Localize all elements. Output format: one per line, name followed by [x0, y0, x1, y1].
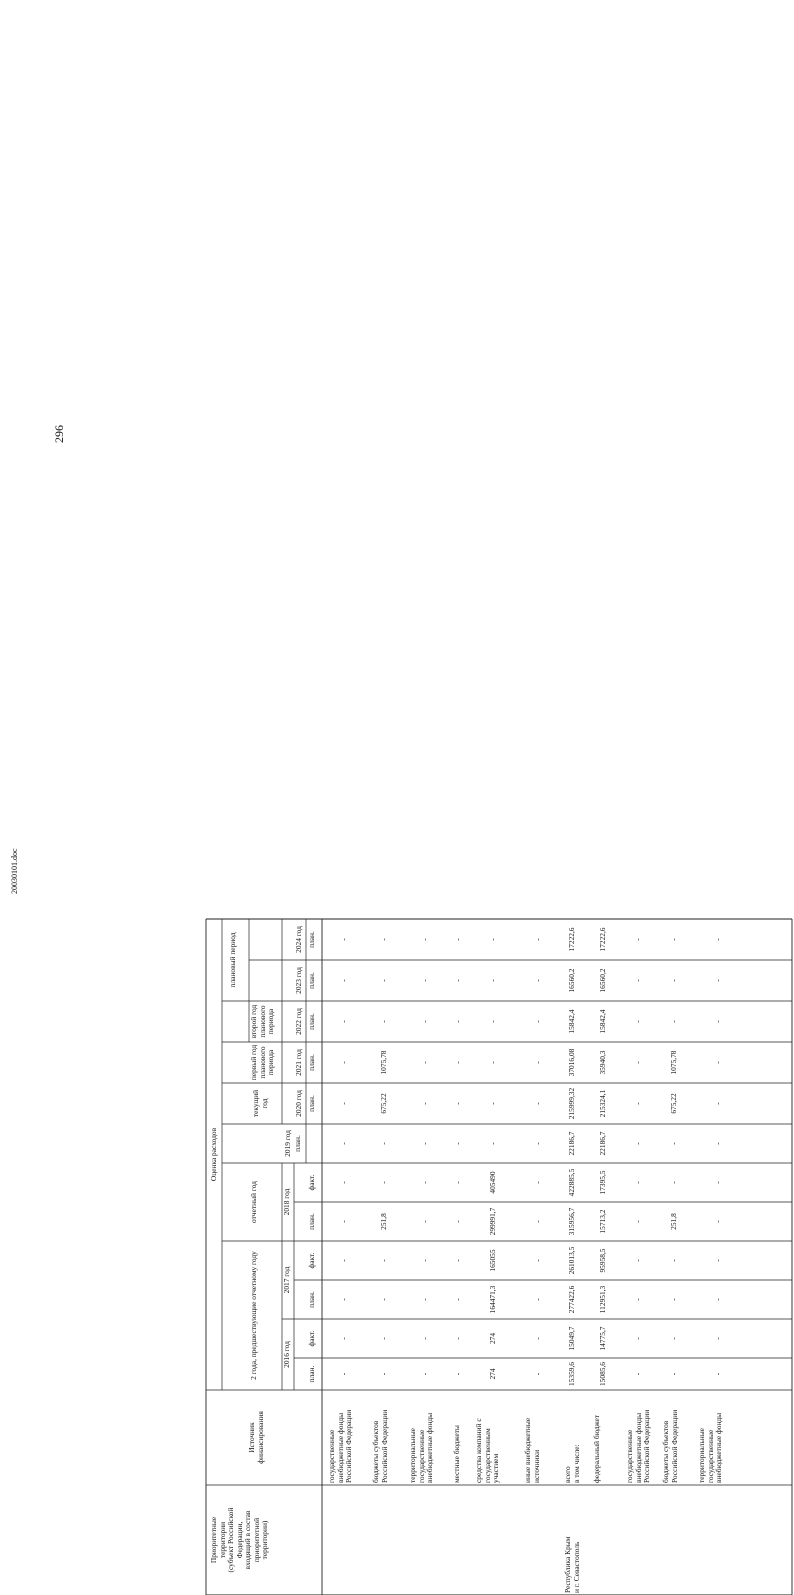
row-value: - [632, 1298, 642, 1301]
row-value: 15049,7 [567, 1326, 577, 1351]
row-value: - [712, 1181, 722, 1184]
row-value: 274 [488, 1332, 498, 1345]
row-value: - [379, 1298, 389, 1301]
row-value: - [532, 1259, 542, 1262]
header-plan: план. [307, 1213, 316, 1230]
row-value: - [668, 1337, 678, 1340]
row-value: - [632, 1337, 642, 1340]
header-year-2017: 2017 год [282, 1266, 291, 1294]
row-funding-source: всего в том числе: [563, 1444, 581, 1483]
row-value: 164471,3 [488, 1285, 498, 1314]
header-fact: факт. [307, 1330, 316, 1347]
row-value: - [532, 979, 542, 982]
header-plan: план. [307, 1054, 316, 1071]
row-value: - [338, 1020, 348, 1023]
row-value: 17395,5 [598, 1170, 608, 1195]
row-value: - [338, 1102, 348, 1105]
row-value: - [379, 938, 389, 941]
row-value: 95958,5 [598, 1248, 608, 1273]
row-value: - [379, 1142, 389, 1145]
row-value: - [338, 979, 348, 982]
row-value: - [532, 1020, 542, 1023]
header-planning-period: плановый период [228, 932, 237, 988]
row-value: - [419, 979, 429, 982]
header-plan: план. [307, 1291, 316, 1308]
row-value: 422885,5 [567, 1168, 577, 1197]
row-value: - [338, 1259, 348, 1262]
row-value: - [712, 979, 722, 982]
row-value: 17222,6 [567, 927, 577, 952]
row-value: - [632, 1181, 642, 1184]
row-value: - [532, 1061, 542, 1064]
row-value: 17222,6 [598, 927, 608, 952]
row-funding-source: средства компаний с государственным участием [474, 1418, 501, 1483]
row-value: - [419, 1020, 429, 1023]
row-funding-source: бюджеты субъектов Российской Федерации [661, 1409, 679, 1483]
row-funding-source: иные внебюджетные источники [523, 1417, 541, 1483]
header-year-2020: 2020 год [294, 1090, 303, 1117]
row-value: - [338, 1181, 348, 1184]
row-value: - [712, 1372, 722, 1376]
row-value: - [632, 1020, 642, 1023]
row-value: - [419, 1102, 429, 1105]
header-year-2019: 2019 год [283, 1130, 292, 1157]
row-value: - [532, 1102, 542, 1105]
row-value: - [338, 1220, 348, 1223]
row-value: 261013,5 [567, 1246, 577, 1275]
row-funding-source: государственные внебюджетные фонды Российской Федерации [327, 1409, 354, 1483]
header-first-planning-year: первый год планового периода [249, 1044, 276, 1081]
row-value: - [452, 979, 462, 982]
row-value: 315956,7 [567, 1207, 577, 1236]
row-value: 299991,7 [488, 1207, 498, 1236]
row-value: 14775,7 [598, 1326, 608, 1351]
row-value: - [379, 1181, 389, 1184]
row-value: 16560,2 [598, 968, 608, 993]
row-value: - [488, 938, 498, 941]
header-year-2024: 2024 год [294, 926, 303, 953]
row-value: - [488, 1142, 498, 1145]
row-value: - [532, 1372, 542, 1376]
row-value: - [452, 1298, 462, 1301]
row-value: - [419, 1337, 429, 1340]
header-year-2018: 2018 год [282, 1188, 291, 1216]
header-second-planning-year: второй год планового периода [249, 1004, 276, 1039]
row-value: - [488, 1061, 498, 1064]
row-value: - [488, 1102, 498, 1105]
row-value: 15713,2 [598, 1209, 608, 1234]
row-value: 1075,78 [379, 1050, 389, 1075]
header-expenses-estimate: Оценка расходов [209, 1127, 218, 1182]
row-value: - [712, 1020, 722, 1023]
header-current-year: текущий год [251, 1089, 269, 1118]
row-territory: Республика Крым и г. Севастополь [563, 1536, 581, 1593]
header-funding-source: Источник финансирования [247, 1411, 265, 1464]
row-funding-source: государственные внебюджетные фонды Российской Федерации [625, 1409, 652, 1483]
row-value: - [419, 1061, 429, 1064]
page-number: 296 [52, 425, 66, 443]
row-value: - [668, 979, 678, 982]
header-plan: план. [307, 972, 316, 989]
header-fact: факт. [307, 1174, 316, 1191]
footer-doc-name: 20030101.doc [10, 848, 19, 894]
row-value: - [488, 1020, 498, 1023]
header-year-2022: 2022 год [294, 1008, 303, 1035]
row-funding-source: местные бюджеты [452, 1425, 461, 1483]
row-value: - [632, 979, 642, 982]
row-value: - [419, 1181, 429, 1184]
row-funding-source: бюджеты субъектов Российской Федерации [371, 1409, 389, 1483]
expenses-table [204, 745, 794, 1595]
row-value: - [419, 1372, 429, 1376]
row-value: - [532, 1142, 542, 1145]
row-value: 251,8 [379, 1213, 389, 1230]
row-value: - [632, 1259, 642, 1262]
row-value: - [338, 1061, 348, 1064]
row-value: - [379, 1259, 389, 1262]
row-value: 35940,3 [598, 1050, 608, 1075]
row-value: 277422,6 [567, 1285, 577, 1314]
row-value: - [452, 1259, 462, 1262]
row-value: - [632, 1102, 642, 1105]
row-value: - [452, 938, 462, 941]
row-value: 165055 [488, 1249, 498, 1272]
row-value: - [452, 1061, 462, 1064]
row-value: - [488, 979, 498, 982]
header-year-2016: 2016 год [282, 1341, 291, 1368]
row-funding-source: территориальные государственные внебюджетные фонды [408, 1412, 435, 1483]
row-value: - [419, 1298, 429, 1301]
row-value: - [668, 1142, 678, 1145]
header-reporting-year: отчетный год [249, 1181, 258, 1223]
row-value: - [338, 1372, 348, 1376]
row-value: - [419, 938, 429, 941]
header-fact: факт. [307, 1252, 316, 1269]
row-value: - [712, 1220, 722, 1223]
row-value: - [712, 1102, 722, 1105]
header-plan: план. [307, 931, 316, 948]
row-value: - [452, 1337, 462, 1340]
row-value: - [532, 938, 542, 941]
header-priority-territories: Приоритетные территории (субъект Российской Федерации, входящий в состав приоритетной территории) [209, 1507, 270, 1573]
row-value: 215324,1 [598, 1089, 608, 1118]
row-value: - [338, 1298, 348, 1301]
row-value: - [452, 1102, 462, 1105]
row-value: - [668, 938, 678, 941]
row-value: 251,8 [668, 1213, 678, 1230]
row-value: 215999,32 [567, 1087, 577, 1120]
row-value: - [668, 1259, 678, 1262]
row-value: - [712, 938, 722, 941]
row-value: 22186,7 [598, 1131, 608, 1156]
row-value: - [668, 1020, 678, 1023]
row-value: - [712, 1298, 722, 1301]
row-value: 15085,6 [598, 1361, 608, 1387]
row-value: - [532, 1220, 542, 1223]
row-value: - [668, 1298, 678, 1301]
row-value: - [632, 1061, 642, 1064]
row-value: - [632, 1220, 642, 1223]
row-value: - [338, 1142, 348, 1145]
row-value: 15359,6 [567, 1361, 577, 1387]
row-value: 274 [488, 1368, 498, 1380]
row-value: - [452, 1020, 462, 1023]
row-value: - [668, 1372, 678, 1376]
row-value: - [379, 1020, 389, 1023]
header-plan: план. [307, 1013, 316, 1030]
row-value: 112951,3 [598, 1285, 608, 1314]
row-value: 16560,2 [567, 968, 577, 993]
row-value: - [632, 938, 642, 941]
row-value: - [419, 1259, 429, 1262]
row-value: - [712, 1061, 722, 1064]
row-funding-source: территориальные государственные внебюджетные фонды [697, 1412, 724, 1483]
row-value: - [452, 1181, 462, 1184]
row-value: - [452, 1142, 462, 1145]
row-value: - [452, 1372, 462, 1376]
row-value: 405490 [488, 1171, 498, 1194]
row-value: - [632, 1372, 642, 1376]
row-value: 675,22 [379, 1093, 389, 1114]
row-value: - [338, 1337, 348, 1340]
row-value: - [712, 1337, 722, 1340]
row-value: - [379, 979, 389, 982]
row-value: - [712, 1142, 722, 1145]
row-value: 675,22 [668, 1093, 678, 1114]
header-year-2023: 2023 год [294, 967, 303, 994]
row-funding-source: федеральный бюджет [592, 1414, 601, 1483]
header-two-previous-years: 2 года, предшествующие отчетному году [249, 1251, 258, 1380]
row-value: - [532, 1337, 542, 1340]
header-plan: план. [293, 1135, 302, 1152]
row-value: - [632, 1142, 642, 1145]
header-plan: план. [307, 1365, 316, 1383]
row-value: 1075,78 [668, 1050, 678, 1075]
row-value: - [668, 1181, 678, 1184]
header-year-2021: 2021 год [294, 1049, 303, 1076]
row-value: - [419, 1220, 429, 1223]
row-value: - [712, 1259, 722, 1262]
row-value: 22186,7 [567, 1131, 577, 1156]
row-value: - [452, 1220, 462, 1223]
row-value: - [532, 1181, 542, 1184]
row-value: - [419, 1142, 429, 1145]
row-value: - [379, 1372, 389, 1376]
row-value: 15842,4 [567, 1009, 577, 1034]
row-value: 37016,08 [567, 1048, 577, 1077]
row-value: - [379, 1337, 389, 1340]
header-plan: план. [307, 1095, 316, 1112]
row-value: - [338, 938, 348, 941]
row-value: 15842,4 [598, 1009, 608, 1034]
row-value: - [532, 1298, 542, 1301]
